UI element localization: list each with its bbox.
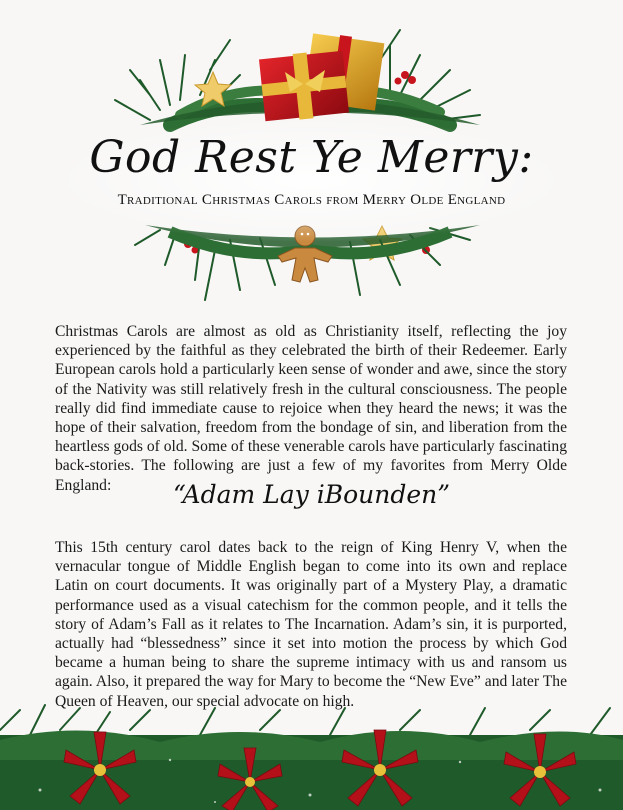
- intro-paragraph: Christmas Carols are almost as old as Christianity itself, reflecting the joy experienced by the faithful as they celebrated the birth of their Redeemer. Early European carols hold a particularly keen sense of wonder and awe, since the story of the Nativity was still relatively fresh in the cultural consciousness. The people really did find immediate cause to rejoice when they heard the news; it was the hope of their salvation, freedom from the bondage of sin, and liberation from the heartless gods of old. Some of these venerable carols have particularly fascinating back-stories. The following are just a few of my favorites from Merry Olde England:: [55, 323, 567, 494]
- pine-garland-icon: [0, 705, 610, 735]
- page-title: God Rest Ye Merry:: [89, 132, 534, 183]
- section-heading: “Adam Lay iBounden”: [172, 480, 451, 509]
- page-subtitle: Traditional Christmas Carols from Merry Olde England: [117, 192, 506, 208]
- gift-box-icon: [259, 33, 384, 121]
- bottom-poinsettia-garland: [0, 690, 623, 810]
- section-paragraph: This 15th century carol dates back to the reign of King Henry V, when the vernacular tongue of Middle English began to come into its own and replace Latin on court documents. It was originally part of a Mystery Play, a dramatic performance used as a visual catechism for the common people, and it tells the story of Adam’s Fall as it relates to The Incarnation. Adam’s sin, it is purported, actually had “blessedness” since it set into motion the process by which God became a human being to share the supreme intimacy with us and ransom us again. Also, it prepared the way for Mary to become the “New Eve” and later The Queen of Heaven, our special advocate on high.: [55, 539, 567, 710]
